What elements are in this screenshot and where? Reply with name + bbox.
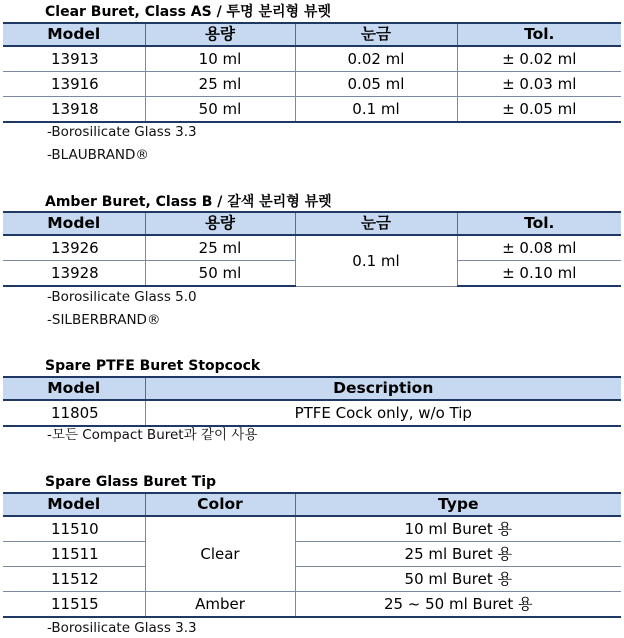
- type-cell: 25 ml Buret 용: [295, 542, 621, 567]
- tolerance-cell: ± 0.05 ml: [457, 97, 621, 123]
- table-header-row: [3, 377, 621, 400]
- model-cell: 11511: [3, 542, 145, 567]
- tolerance-cell: ± 0.02 ml: [457, 46, 621, 72]
- model-cell: 13916: [3, 72, 145, 97]
- model-cell: 13926: [3, 235, 145, 261]
- table-header-row: [3, 23, 621, 46]
- tolerance-cell: ± 0.10 ml: [457, 261, 621, 287]
- amber-buret-table: [3, 211, 621, 287]
- col-header-model: Model: [3, 377, 145, 400]
- stopcock-note: -모든 Compact Buret과 같이 사용: [47, 427, 258, 443]
- graduation-cell: 0.1 ml: [295, 97, 457, 123]
- table-row: [3, 72, 621, 97]
- amber-buret-note-brand: -SILBERBRAND®: [47, 312, 161, 328]
- capacity-cell: 10 ml: [145, 46, 295, 72]
- color-cell: Clear: [145, 516, 295, 592]
- col-header-graduation: 눈금: [295, 23, 457, 46]
- model-cell: 13928: [3, 261, 145, 287]
- type-cell: 25 ~ 50 ml Buret 용: [295, 592, 621, 618]
- clear-buret-note-material: -Borosilicate Glass 3.3: [47, 124, 197, 140]
- table-row: [3, 97, 621, 123]
- stopcock-table: [3, 376, 621, 427]
- col-header-capacity: 용량: [145, 212, 295, 235]
- table-row: [3, 400, 621, 426]
- amber-buret-note-material: -Borosilicate Glass 5.0: [47, 289, 197, 305]
- type-cell: 50 ml Buret 용: [295, 567, 621, 592]
- capacity-cell: 25 ml: [145, 235, 295, 261]
- table-row: [3, 567, 621, 592]
- clear-buret-note-brand: -BLAUBRAND®: [47, 147, 149, 163]
- table-row: [3, 235, 621, 261]
- col-header-color: Color: [145, 493, 295, 516]
- capacity-cell: 50 ml: [145, 261, 295, 287]
- table-header-row: [3, 493, 621, 516]
- graduation-cell: 0.05 ml: [295, 72, 457, 97]
- stopcock-title: Spare PTFE Buret Stopcock: [45, 358, 261, 374]
- type-cell: 10 ml Buret 용: [295, 516, 621, 542]
- col-header-tolerance: Tol.: [457, 23, 621, 46]
- table-row: [3, 592, 621, 618]
- capacity-cell: 50 ml: [145, 97, 295, 123]
- model-cell: 13913: [3, 46, 145, 72]
- color-cell: Amber: [145, 592, 295, 618]
- model-cell: 11510: [3, 516, 145, 542]
- col-header-capacity: 용량: [145, 23, 295, 46]
- table-row: [3, 46, 621, 72]
- col-header-type: Type: [295, 493, 621, 516]
- model-cell: 11805: [3, 400, 145, 426]
- table-row: [3, 516, 621, 542]
- capacity-cell: 25 ml: [145, 72, 295, 97]
- graduation-cell: 0.02 ml: [295, 46, 457, 72]
- tolerance-cell: ± 0.03 ml: [457, 72, 621, 97]
- tolerance-cell: ± 0.08 ml: [457, 235, 621, 261]
- buret-tip-table: [3, 492, 621, 618]
- clear-buret-title: Clear Buret, Class AS / 투명 분리형 뷰렛: [45, 4, 331, 20]
- buret-tip-title: Spare Glass Buret Tip: [45, 474, 217, 490]
- col-header-tolerance: Tol.: [457, 212, 621, 235]
- col-header-model: Model: [3, 493, 145, 516]
- description-cell: PTFE Cock only, w/o Tip: [145, 400, 621, 426]
- col-header-graduation: 눈금: [295, 212, 457, 235]
- model-cell: 11515: [3, 592, 145, 618]
- col-header-model: Model: [3, 23, 145, 46]
- model-cell: 11512: [3, 567, 145, 592]
- buret-tip-note-material: -Borosilicate Glass 3.3: [47, 620, 197, 636]
- table-header-row: [3, 212, 621, 235]
- table-row: [3, 542, 621, 567]
- col-header-model: Model: [3, 212, 145, 235]
- clear-buret-table: [3, 22, 621, 123]
- col-header-description: Description: [145, 377, 621, 400]
- amber-buret-title: Amber Buret, Class B / 갈색 분리형 뷰렛: [45, 194, 332, 210]
- graduation-cell: 0.1 ml: [295, 235, 457, 286]
- model-cell: 13918: [3, 97, 145, 123]
